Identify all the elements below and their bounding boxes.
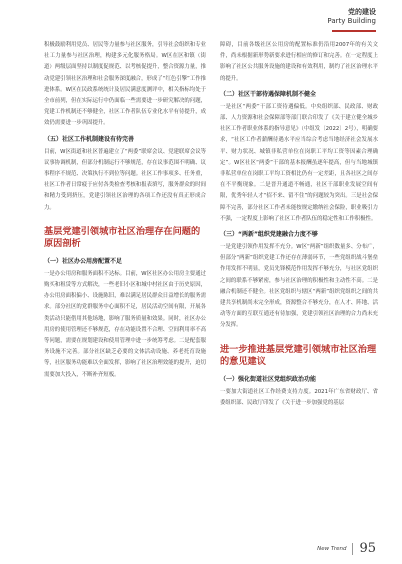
left-paragraph-2: 目前，W区街道和社区普遍建立了“两委”联席会议、党建联席会议等议事协调机制，但部分机制运行不够规范，存在议事范围不明确、议事程序不规范、决策执行不到位等问题。社区工作事项多、任务重，社区工作者日常疲于应付各类检查考核和报表填写，服务群众的时间和精力受到挤压，党建引领社区治理的各项工作还没有真正形成合力。 — [44, 148, 206, 211]
header-title-en: Party Building — [327, 17, 376, 25]
magazine-name: New Trend — [317, 545, 347, 552]
right-subheading-1: （二）社区干部待遇保障机制不健全 — [220, 90, 317, 98]
footer-divider — [352, 543, 353, 555]
page-header — [327, 8, 376, 26]
left-column — [44, 40, 206, 381]
page-footer — [317, 541, 376, 556]
page-number: 95 — [359, 541, 376, 556]
right-paragraph-1: 障碍，目前各级社区公用房的配置标准仍沿用2007年的有关文件，尚未根据新形势新要求进行相应的修订和完善。在一定程度上影响了社区公共服务设施的建设和有效利用，制约了社区治理水平的提升。 — [220, 42, 378, 82]
right-subheading-2: （三）“两新”组织党建融合力度不够 — [220, 231, 318, 239]
left-subheading-2: （一）社区办公用房配置不足 — [44, 257, 123, 265]
left-paragraph-1: 积极鼓励利用党员、居民等力量参与社区服务，引导社会组织和专业社工力量参与社区治理，构建多元化服务格局。W区在区和镇（街道）两级层面坚持以制度促规范、以考核促提升，整合资源力量，推动党建引领社区治理和社会服务深度融合，形成了“红色引擎”工作推进体系。W区在民政系统统计及居民满意度测评中，相关指标均处于全市前列，但在实际运行中仍面临一些需要进一步研究解决的问题，党建工作机制还不够健全，社区工作者队伍专业化水平有待提升，成效仍需要进一步巩固提升。 — [44, 42, 206, 127]
section-heading-suggestions: 进一步推进基层党建引领城市社区治理的意见建议 — [220, 343, 377, 367]
right-column — [220, 40, 378, 409]
right-paragraph-2: 一是社区“两委”干部工资待遇偏低。中央组织部、民政部、财政部、人力资源和社会保障部等部门联合印发了《关于建立健全城乡社区工作者职业体系的指导意见》（中组发〔2022〕2号），明确要求，“社区工作者薪酬待遇水平应当综合考虑当地经济社会发展水平、财力状况、城镇非私营单位在岗职工平均工资等因素合理确定”。W区社区“两委”干部的基本报酬虽逐年提高，但与当地城镇非私营单位在岗职工平均工资相比仍有一定差距，且各社区之间存在不平衡现象。二是晋升通道不畅通，社区干部职业发展空间有限，优秀年轻人才“招不来、留不住”的问题较为突出。三是社会保障不完善，部分社区工作者未能按规定缴纳社会保险，职业吸引力不强，一定程度上影响了社区工作者队伍的稳定性和工作积极性。 — [220, 103, 378, 222]
right-subheading-3: （一）强化街道社区党组织政治功能 — [220, 375, 317, 383]
right-paragraph-4: 一要加大街道社区工作经费支持力度。2021年广东省财政厅、省委组织部、民政厅印发了《关于进一步加强党的基层 — [220, 388, 378, 406]
header-rule — [332, 30, 376, 32]
left-subheading-1: （五）社区工作机制建设有待完善 — [44, 135, 135, 143]
section-heading-causes: 基层党建引领城市社区治理存在问题的原因剖析 — [44, 225, 201, 249]
left-paragraph-3: 一是办公用房和服务面积不达标。目前，W区社区办公用房主要通过购买和租赁等方式解决，一些老旧小区和城中村社区由于历史原因，办公用房面积偏小、设施陈旧，难以满足居民群众日益增长的服务需求。部分社区的党群服务中心面积不足，居民活动空间有限，开展各类活动只能借用其他场地，影响了服务质量和效果。同时，社区办公用房的使用管理还不够规范，存在功能设置不合理、空间利用率不高等问题，需要在规划建设和使用管理中进一步统筹考虑。二是配套服务设施不完善。部分社区缺乏必要的文体活动设施、养老托育设施等，社区服务功能难以全面发挥，影响了社区治理效能的提升，迫切需要加大投入，不断补齐短板。 — [44, 270, 206, 378]
right-paragraph-3: 一是党建引领作用发挥不充分。W区“两新”组织数量多、分布广，但部分“两新”组织党建工作还存在薄弱环节，一些党组织战斗堡垒作用发挥不明显，党员先锋模范作用发挥不够充分，与社区党组织之间的联系不够紧密，参与社区治理的积极性和主动性不高。二是融合机制还不健全。社区党组织与辖区“两新”组织党组织之间的共建共享机制尚未完全形成，资源整合不够充分，在人才、阵地、活动等方面的互联互通还有待加强，党建引领社区治理的合力尚未充分发挥。 — [220, 244, 378, 329]
header-title-cn: 党的建设 — [348, 8, 376, 16]
